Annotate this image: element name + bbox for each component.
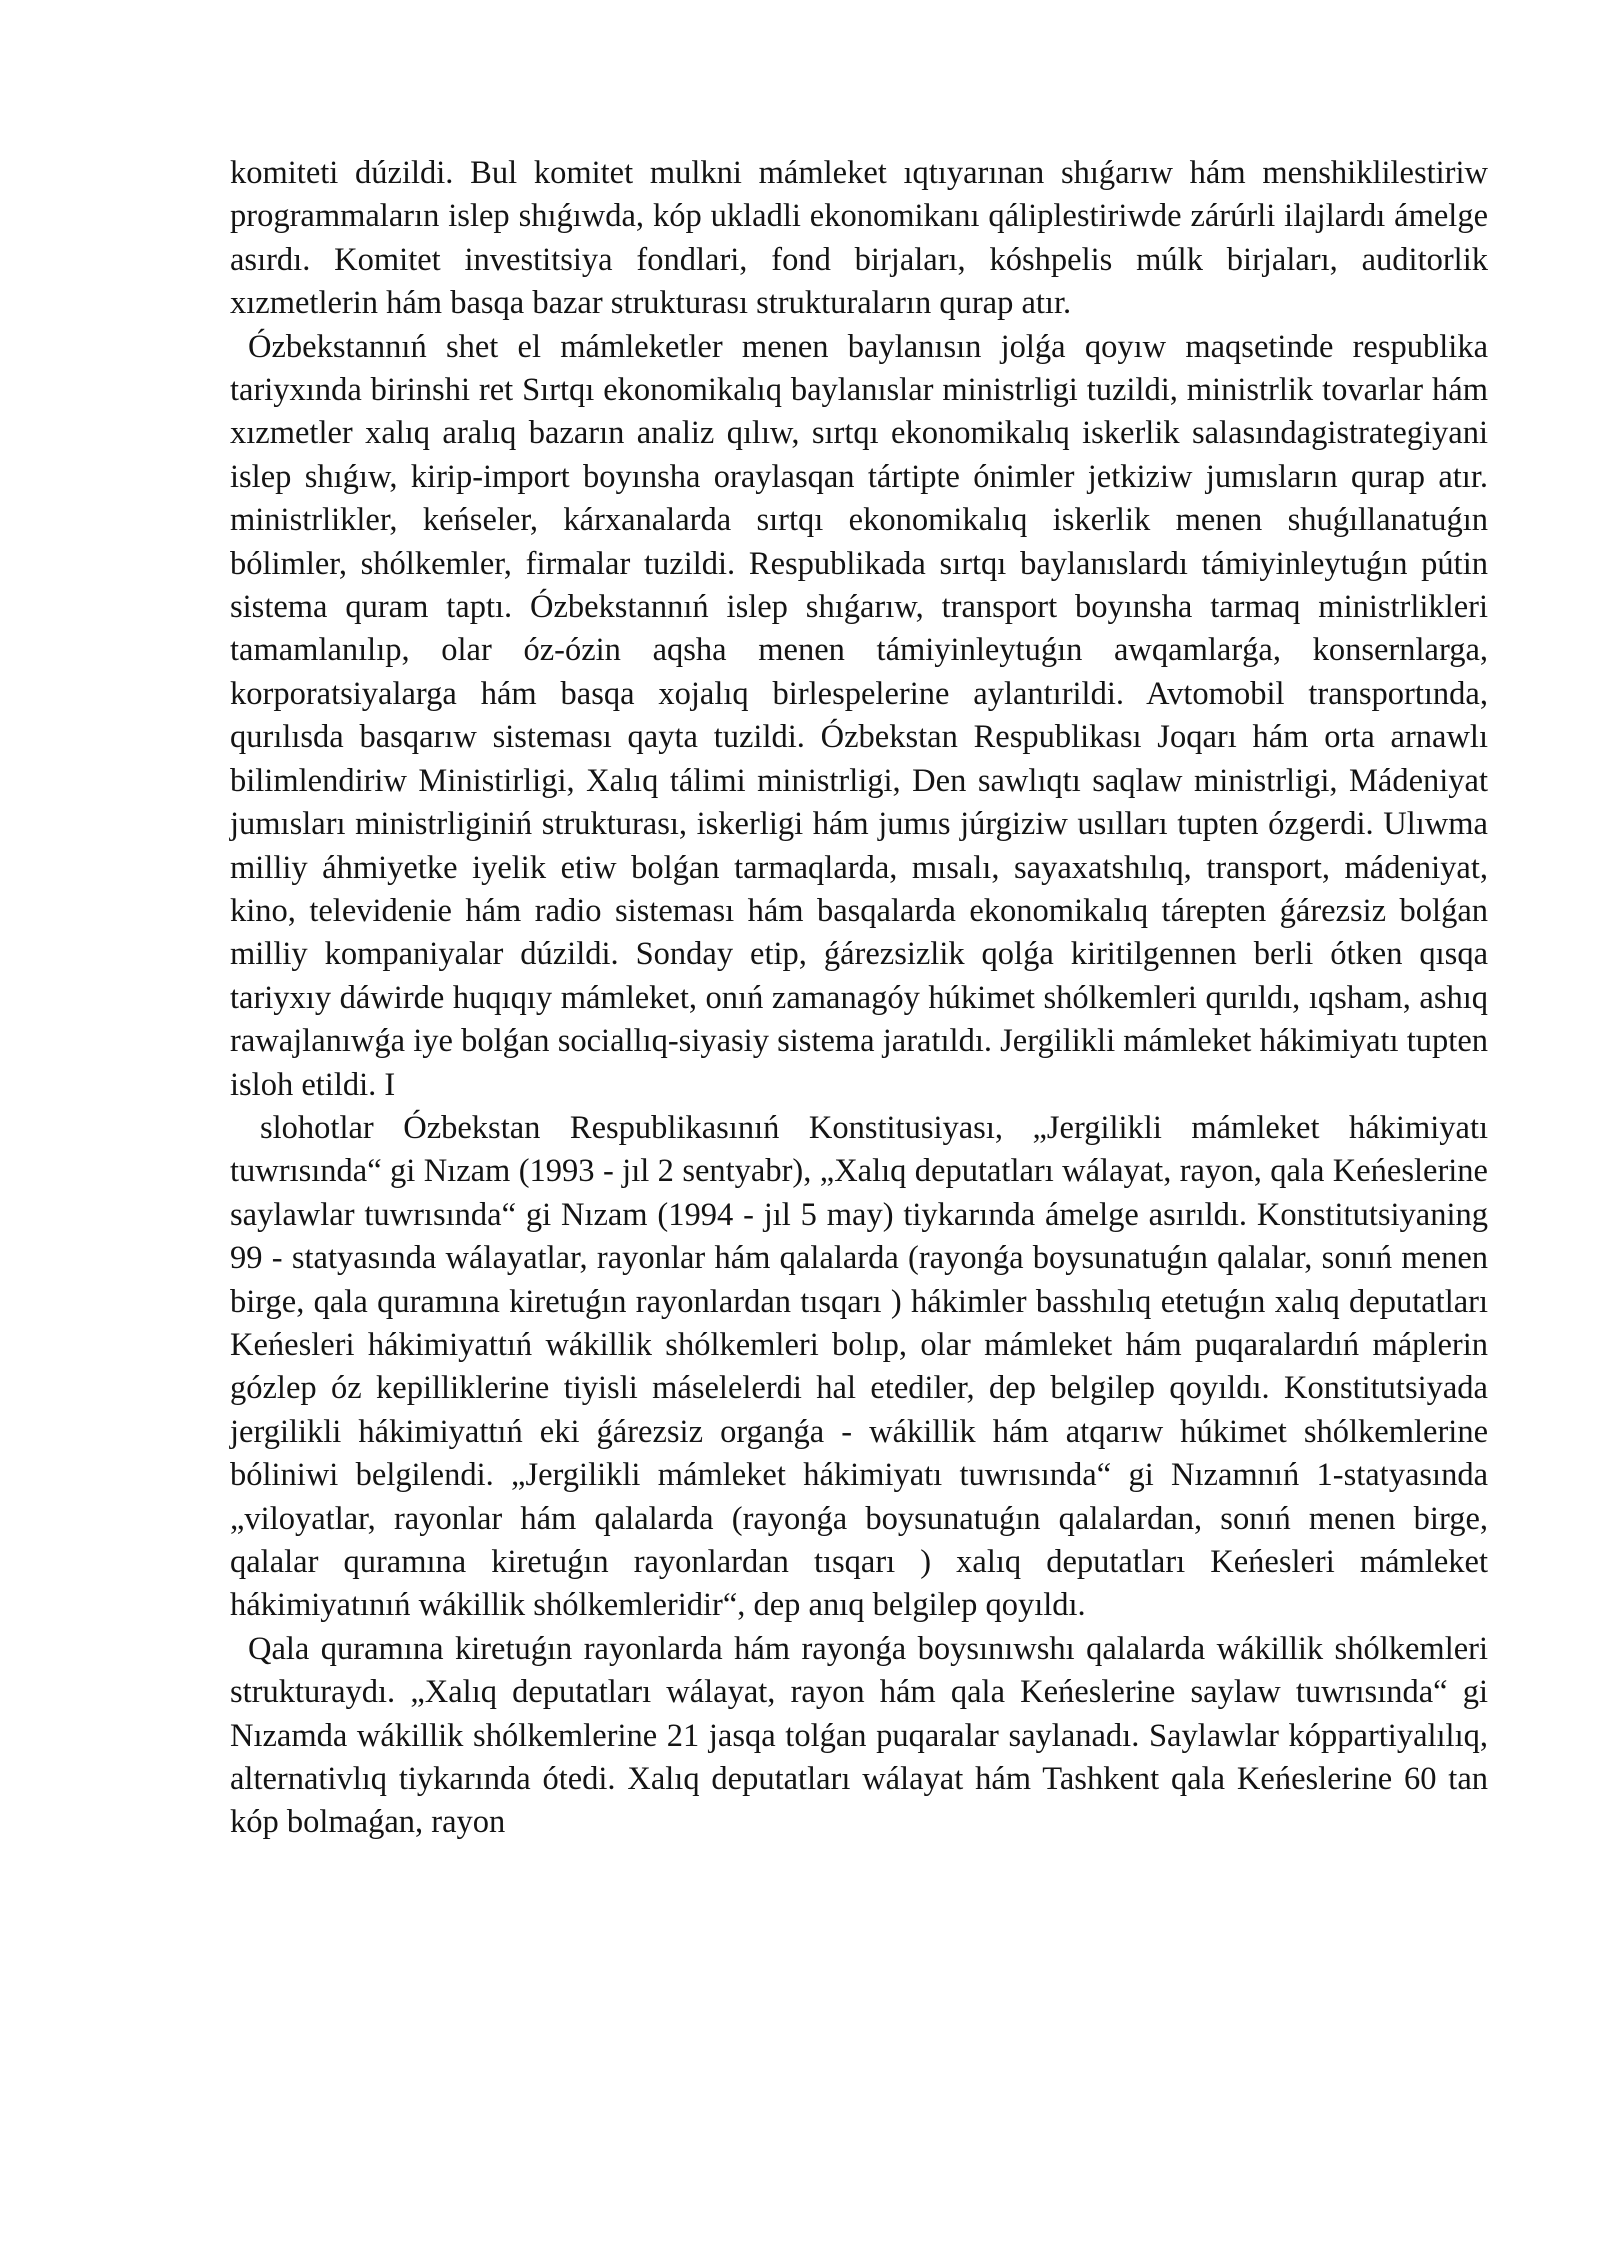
document-page <box>230 152 1488 1845</box>
paragraph-committee: komiteti dúzildi. Bul komitet mulkni mámleket ıqtıyarınan shıǵarıw hám menshiklilestiriw programmaların islep shıǵıwda, kóp ukladli ekonomikanı qáliplestiriwde zárúrli ilajlardı ámelge asırdı. Komitet investitsiya fondlari, fond birjaları, kóshpelis múlk birjaları, auditorlik xızmetlerin hám basqa bazar strukturası strukturaların qurap atır. <box>230 155 1488 322</box>
paragraph-representative-bodies: Qala quramına kiretuǵın rayonlarda hám rayonǵa boysınıwshı qalalarda wákillik shólkemleri strukturaydı. „Xalıq deputatları wálayat, rayon hám qala Keńeslerine saylaw tuwrısında“ gi Nızamda wákillik shólkemlerine 21 jasqa tolǵan puqaralar saylanadı. Saylawlar kóppartiyalılıq, alternativlıq tiykarında ótedi. Xalıq deputatları wálayat hám Tashkent qala Keńeslerine 60 tan kóp bolmaǵan, rayon <box>230 1630 1488 1841</box>
paragraph-reforms: slohotlar Ózbekstan Respublikasınıń Konstitusiyası, „Jergilikli mámleket hákimiyatı tuwrısında“ gi Nızam (1993 - jıl 2 sentyabr), „Xalıq deputatları wálayat, rayon, qala Keńeslerine saylawlar tuwrısında“ gi Nızam (1994 - jıl 5 may) tiykarında ámelge asırıldı. Konstitutsiyaning 99 - statyasında wálayatlar, rayonlar hám qalalarda (rayonǵa boysunatuǵın qalalar, sonıń menen birge, qala quramına kiretuǵın rayonlardan tısqarı ) hákimler basshılıq etetuǵın xalıq deputatları Keńesleri hákimiyattıń wákillik shólkemleri bolıp, olar mámleket hám puqaralardıń máplerin gózlep óz kepilliklerine tiyisli máselelerdi hal etediler, dep belgilep qoyıldı. Konstitutsiyada jergilikli hákimiyattıń eki ǵárezsiz organǵa - wákillik hám atqarıw húkimet shólkemlerine bóliniwi belgilendi. „Jergilikli mámleket hákimiyatı tuwrısında“ gi Nızamnıń 1-statyasında „viloyatlar, rayonlar hám qalalarda (rayonǵa boysunatuǵın qalalardan, sonıń menen birge, qalalar quramına kiretuǵın rayonlardan tısqarı ) xalıq deputatları Keńesleri mámleket hákimiyatınıń wákillik shólkemleridir“, dep anıq belgilep qoyıldı. <box>230 1109 1488 1624</box>
paragraph-foreign-relations: Ózbekstannıń shet el mámleketler menen baylanısın jolǵa qoyıw maqsetinde respublika tariyxında birinshi ret Sırtqı ekonomikalıq baylanıslar ministrligi tuzildi, ministrlik tovarlar hám xızmetler xalıq aralıq bazarın analiz qılıw, sırtqı ekonomikalıq iskerlik salasındagistrategiyani islep shıǵıw, kirip-import boyınsha oraylasqan tártipte ónimler jetkiziw jumısların qurap atır. ministrlikler, keńseler, kárxanalarda sırtqı ekonomikalıq iskerlik menen shuǵıllanatuǵın bólimler, shólkemler, firmalar tuzildi. Respublikada sırtqı baylanıslardı támiyinleytuǵın pútin sistema quram taptı. Ózbekstannıń islep shıǵarıw, transport boyınsha tarmaq ministrlikleri tamamlanılıp, olar óz-ózin aqsha menen támiyinleytuǵın awqamlarǵa, konsernlarga, korporatsiyalarga hám basqa xojalıq birlespelerine aylantırildi. Avtomobil transportında, qurılısda basqarıw sisteması qayta tuzildi. Ózbekstan Respublikası Joqarı hám orta arnawlı bilimlendiriw Ministirligi, Xalıq tálimi ministrligi, Den sawlıqtı saqlaw ministrligi, Mádeniyat jumısları ministrliginiń strukturası, iskerligi hám jumıs júrgiziw usılları tupten ózgerdi. Ulıwma milliy áhmiyetke iyelik etiw bolǵan tarmaqlarda, mısalı, sayaxatshılıq, transport, mádeniyat, kino, televidenie hám radio sisteması hám basqalarda ekonomikalıq tárepten ǵárezsiz bolǵan milliy kompaniyalar dúzildi. Sonday etip, ǵárezsizlik qolǵa kiritilgennen berli ótken qısqa tariyxıy dáwirde huqıqıy mámleket, onıń zamanagóy húkimet shólkemleri qurıldı, ıqsham, ashıq rawajlanıwǵa iye bolǵan sociallıq-siyasiy sistema jaratıldı. Jergilikli mámleket hákimiyatı tupten isloh etildi. I <box>230 328 1488 1103</box>
